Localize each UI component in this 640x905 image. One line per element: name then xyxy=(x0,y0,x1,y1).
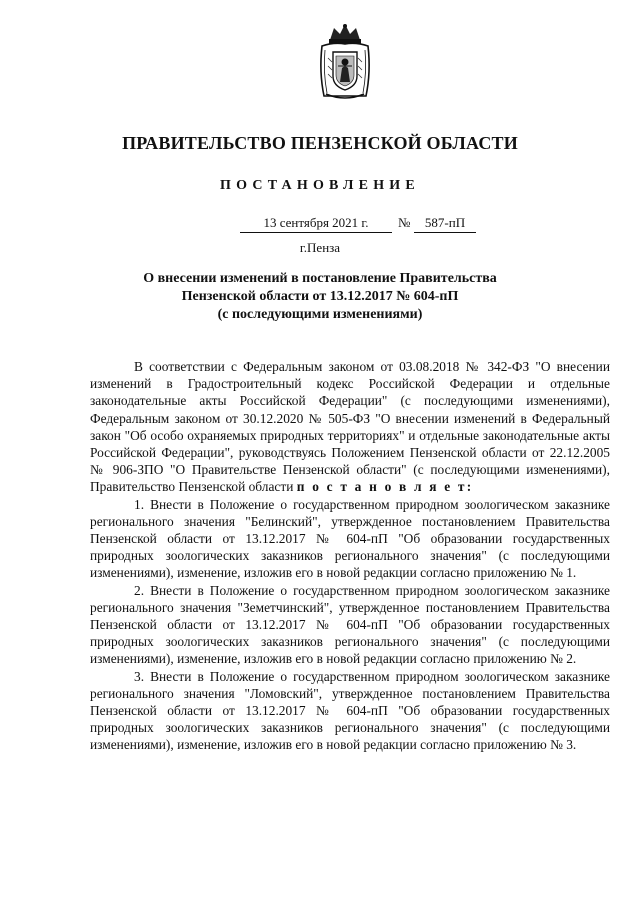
subject-line: (с последующими изменениями) xyxy=(217,307,423,322)
number-sign: № xyxy=(398,215,411,230)
subject-line: Пензенской области от 13.12.2017 № 604-пП xyxy=(181,289,459,304)
coat-of-arms-icon xyxy=(316,22,374,102)
city-label: г.Пенза xyxy=(299,240,341,255)
document-type: ПОСТАНОВЛЕНИЕ xyxy=(220,178,420,193)
resolves-keyword: п о с т а н о в л я е т: xyxy=(296,479,474,495)
list-item: 1. Внести в Положение о государственном природном зоологическом заказнике регионального значения "Белинский", утвержденное постановлением Правительства Пензенской области от 13.12.2017 № 604-пП "Об образовании государственных природных зоологических заказников регионального значения" (с последующими изменениями), изменение, изложив его в новой редакции согласно приложению № 1. xyxy=(90,496,610,581)
list-item: 2. Внести в Положение о государственном природном зоологическом заказнике регионального значения "Земетчинский", утвержденное постановлением Правительства Пензенской области от 13.12.2017 № 604-пП "Об образовании государственных природных зоологических заказников регионального значения" (с последующими изменениями), изменение, изложив его в новой редакции согласно приложению № 2. xyxy=(90,582,610,667)
preamble-paragraph xyxy=(90,358,610,496)
subject-line: О внесении изменений в постановление Правительства xyxy=(143,271,497,286)
organization-title: ПРАВИТЕЛЬСТВО ПЕНЗЕНСКОЙ ОБЛАСТИ xyxy=(122,133,518,153)
document-body xyxy=(90,358,610,754)
document-meta xyxy=(0,215,640,237)
list-item: 3. Внести в Положение о государственном природном зоологическом заказнике регионального значения "Ломовский", утвержденное постановлением Правительства Пензенской области от 13.12.2017 № 604-пП "Об образовании государственных природных зоологических заказников регионального значения" (с последующими изменениями), изменение, изложив его в новой редакции согласно приложению № 3. xyxy=(90,668,610,753)
document-subject xyxy=(60,270,580,324)
document-number: 587-пП xyxy=(414,215,476,233)
document-date: 13 сентября 2021 г. xyxy=(240,215,392,233)
preamble-text: В соответствии с Федеральным законом от 03.08.2018 № 342-ФЗ "О внесении изменений в Градостроительный кодекс Российской Федерации и отдельные законодательные акты Российской Федерации" (с последующими изменениями), Федеральным законом от 30.12.2020 № 505-ФЗ "О внесении изменений в Федеральный закон "Об особо охраняемых природных территориях" и отдельные законодательные акты Российской Федерации", руководствуясь Положением Пензенской области от 22.12.2005 № 906-ЗПО "О Правительстве Пензенской области" (с последующими изменениями), Правительство Пензенской области xyxy=(90,359,610,495)
